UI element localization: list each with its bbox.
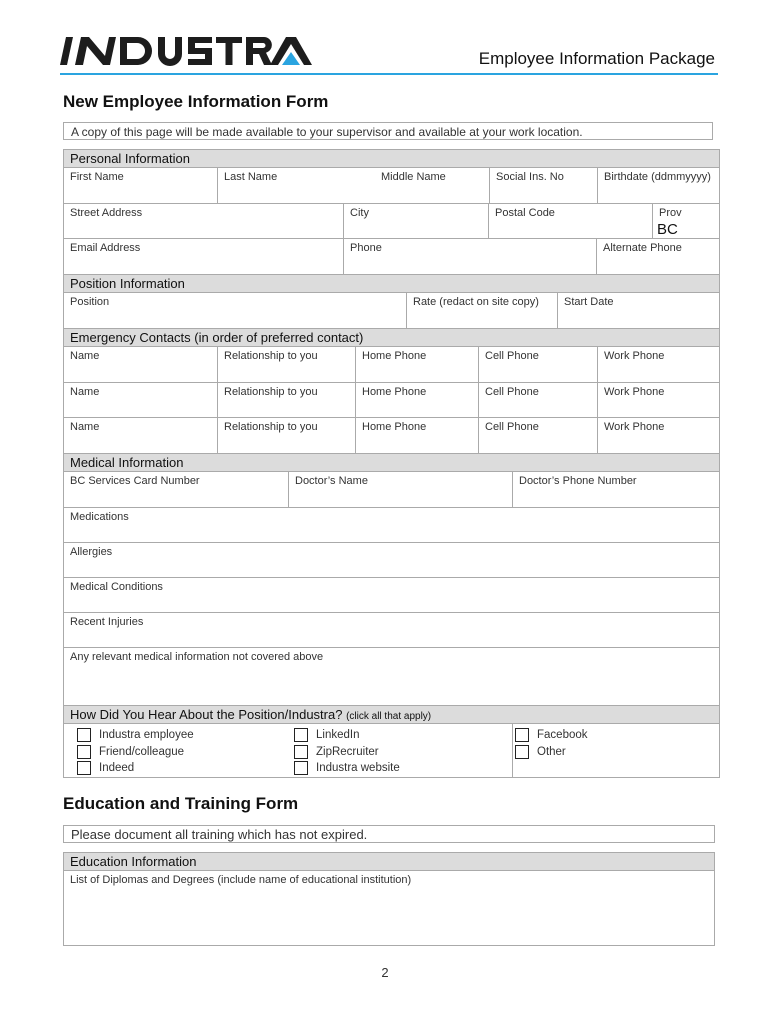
checkbox-label: Industra employee [99, 729, 194, 742]
phone-field[interactable]: Phone [343, 239, 596, 274]
allergies-row [63, 543, 720, 578]
emergency-row-3 [63, 418, 720, 454]
checkbox-icon[interactable] [294, 728, 308, 742]
medications-field[interactable]: Medications [70, 511, 129, 523]
checkbox-icon[interactable] [77, 728, 91, 742]
medications-row [63, 508, 720, 543]
doctor-name-field[interactable]: Doctor’s Name [288, 472, 512, 507]
document-title: Employee Information Package [478, 49, 715, 68]
education-row [63, 871, 715, 946]
form-title-new-employee: New Employee Information Form [63, 92, 329, 111]
alternate-phone-field[interactable]: Alternate Phone [596, 239, 719, 274]
checkbox-facebook[interactable] [513, 727, 588, 744]
checkbox-icon[interactable] [515, 728, 529, 742]
checkbox-icon[interactable] [77, 761, 91, 775]
checkbox-friend-colleague[interactable] [77, 744, 194, 761]
checkbox-label: Indeed [99, 762, 135, 775]
hear-column-3 [512, 724, 588, 777]
section-medical-information: Medical Information [63, 453, 720, 472]
rate-field[interactable]: Rate (redact on site copy) [406, 293, 557, 328]
allergies-field[interactable]: Allergies [70, 546, 113, 558]
other-medical-field[interactable]: Any relevant medical information not covered above [70, 651, 324, 663]
section-emergency-contacts: Emergency Contacts (in order of preferred contact) [63, 328, 720, 347]
checkbox-ziprecruiter[interactable] [294, 744, 400, 761]
column-gap [284, 724, 285, 777]
street-address-field[interactable]: Street Address [70, 207, 143, 219]
home-phone-field[interactable]: Home Phone [355, 383, 478, 417]
postal-code-field[interactable]: Postal Code [488, 204, 652, 238]
prov-field[interactable] [652, 204, 719, 238]
emergency-row-2 [63, 383, 720, 418]
contact-name-field[interactable]: Name [70, 386, 100, 398]
contact-name-field[interactable]: Name [70, 350, 100, 362]
cell-phone-field[interactable]: Cell Phone [478, 347, 597, 382]
section-education-information: Education Information [63, 852, 715, 871]
prov-value: BC [657, 221, 678, 238]
relationship-field[interactable]: Relationship to you [217, 347, 355, 382]
checkbox-linkedin[interactable] [294, 727, 400, 744]
personal-row-3 [63, 239, 720, 275]
last-name-field[interactable]: Last Name [217, 168, 375, 203]
page-number: 2 [381, 965, 389, 980]
checkbox-icon[interactable] [294, 745, 308, 759]
contact-name-field[interactable]: Name [70, 421, 100, 433]
hear-subheading: (click all that apply) [346, 711, 432, 722]
hear-options [63, 724, 720, 778]
header-rule [60, 73, 718, 75]
checkbox-industra-employee[interactable] [77, 727, 194, 744]
relationship-field[interactable]: Relationship to you [217, 383, 355, 417]
industra-logo [60, 35, 320, 67]
section-how-did-you-hear [63, 705, 720, 724]
checkbox-label: Industra website [316, 762, 400, 775]
form-note: A copy of this page will be made available to your supervisor and available at your work location. [63, 122, 713, 140]
middle-name-field[interactable]: Middle Name [381, 171, 446, 183]
checkbox-icon[interactable] [77, 745, 91, 759]
hear-heading: How Did You Hear About the Position/Industra? [70, 707, 343, 722]
personal-row-1 [63, 168, 720, 204]
checkbox-industra-website[interactable] [294, 760, 400, 777]
prov-label: Prov [659, 207, 682, 219]
first-name-field[interactable]: First Name [70, 171, 124, 183]
doctor-phone-field[interactable]: Doctor’s Phone Number [512, 472, 719, 507]
checkbox-label: Facebook [537, 729, 588, 742]
form-title-education: Education and Training Form [63, 794, 299, 813]
conditions-row [63, 578, 720, 613]
emergency-row-1 [63, 347, 720, 383]
checkbox-label: Other [537, 745, 566, 758]
work-phone-field[interactable]: Work Phone [597, 418, 719, 453]
bc-services-card-field[interactable]: BC Services Card Number [70, 475, 200, 487]
medical-conditions-field[interactable]: Medical Conditions [70, 581, 163, 593]
cell-phone-field[interactable]: Cell Phone [478, 418, 597, 453]
sin-field[interactable]: Social Ins. No [489, 168, 597, 203]
other-medical-row [63, 648, 720, 706]
checkbox-label: Friend/colleague [99, 745, 185, 758]
birthdate-field[interactable]: Birthdate (ddmmyyyy) [597, 168, 719, 203]
diplomas-degrees-field[interactable]: List of Diplomas and Degrees (include name of educational institution) [70, 874, 412, 886]
email-field[interactable]: Email Address [70, 242, 141, 254]
position-row [63, 293, 720, 329]
hear-column-2 [294, 727, 400, 777]
checkbox-icon[interactable] [515, 745, 529, 759]
logo-mark-icon [60, 36, 320, 66]
home-phone-field[interactable]: Home Phone [355, 418, 478, 453]
checkbox-label: LinkedIn [316, 729, 360, 742]
home-phone-field[interactable]: Home Phone [355, 347, 478, 382]
position-field[interactable]: Position [70, 296, 110, 308]
work-phone-field[interactable]: Work Phone [597, 383, 719, 417]
section-position-information: Position Information [63, 274, 720, 293]
personal-row-2 [63, 204, 720, 239]
injuries-row [63, 613, 720, 648]
start-date-field[interactable]: Start Date [557, 293, 719, 328]
medical-row-1 [63, 472, 720, 508]
relationship-field[interactable]: Relationship to you [217, 418, 355, 453]
checkbox-other[interactable] [513, 744, 588, 761]
work-phone-field[interactable]: Work Phone [597, 347, 719, 382]
checkbox-indeed[interactable] [77, 760, 194, 777]
checkbox-label: ZipRecruiter [316, 745, 379, 758]
section-personal-information: Personal Information [63, 149, 720, 168]
recent-injuries-field[interactable]: Recent Injuries [70, 616, 144, 628]
education-note: Please document all training which has not expired. [63, 825, 715, 843]
cell-phone-field[interactable]: Cell Phone [478, 383, 597, 417]
city-field[interactable]: City [343, 204, 488, 238]
checkbox-icon[interactable] [294, 761, 308, 775]
hear-column-1 [77, 727, 194, 777]
